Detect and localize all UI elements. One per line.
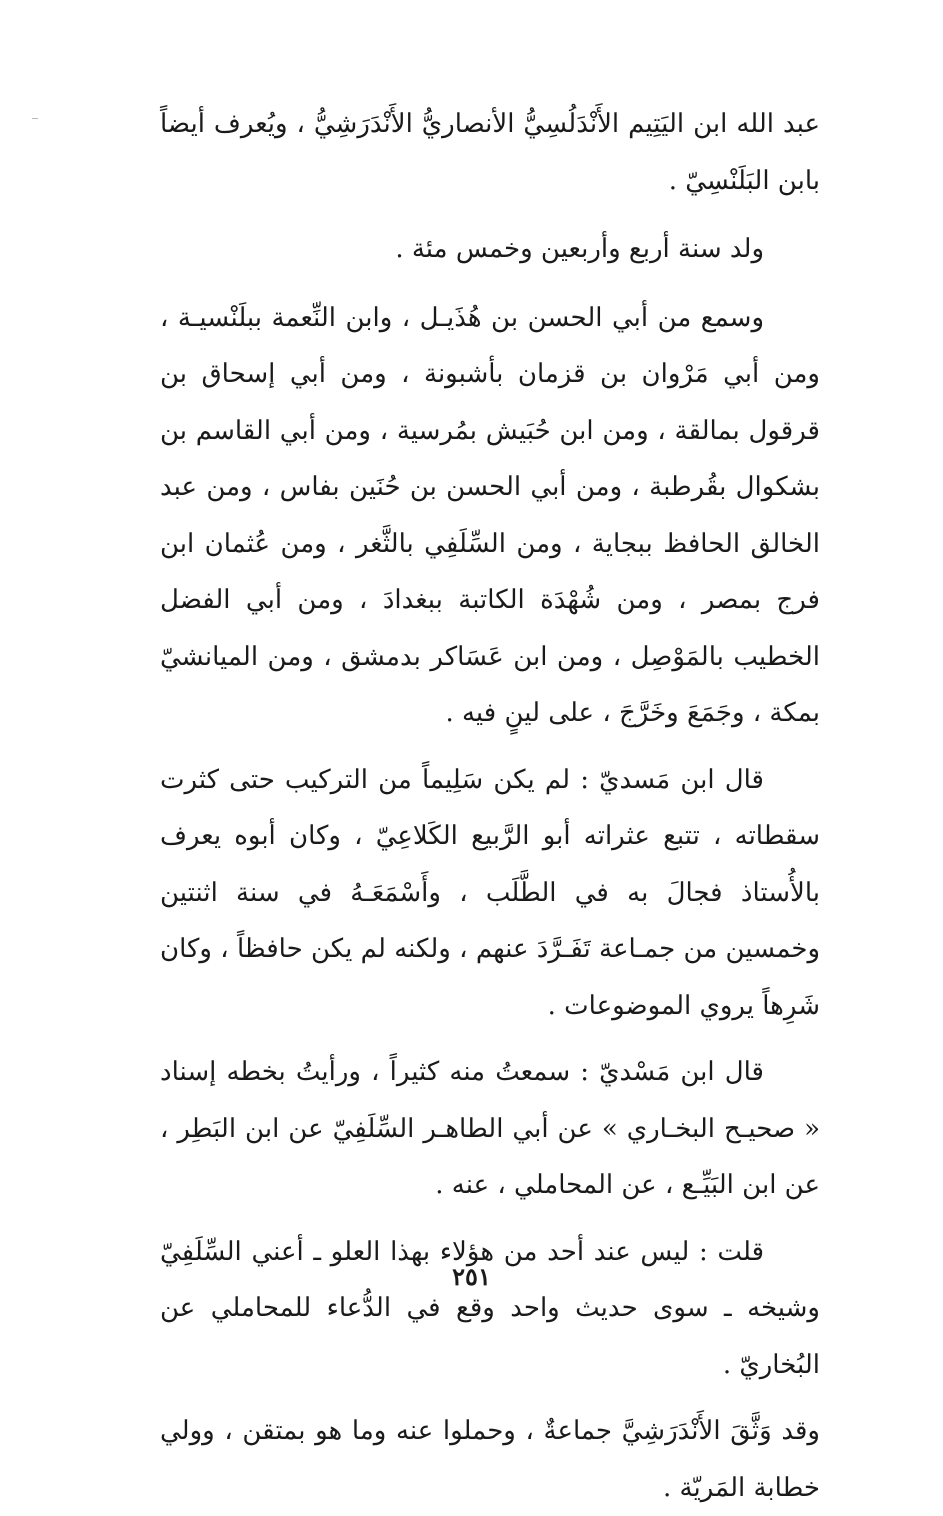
scan-speck	[32, 118, 38, 119]
paragraph-teachers: وسمع من أبي الحسن بن هُذَيـل ، وابن النِّعمة ببلَنْسيـة ، ومن أبي مَرْوان بن قزمان بأشبونة ، ومن أبي إسحاق بن قرقول بمالقة ، ومن ابن حُبَيش بمُرسية ، ومن أبي القاسم بن بشكوال بقُرطبة ، ومن أبي الحسن بن حُنَين بفاس ، ومن عبد الخالق الحافظ ببجاية ، ومن السِّلَفِي بالثَّغر ، ومن عُثمان ابن فرج بمصر ، ومن شُهْدَة الكاتبة ببغدادَ ، ومن أبي الفضل الخطيب بالمَوْصِل ، ومن ابن عَسَاكر بدمشق ، ومن الميانشيّ بمكة ، وجَمَعَ وخَرَّجَ ، على لينٍ فيه .	[160, 302, 820, 728]
paragraph-author-note: قلت : ليس عند أحد من هؤلاء بهذا العلو ـ أعني السِّلَفِيّ وشيخه ـ سوى حديث واحد وقع في الدُّعاء للمحاملي عن البُخاريّ .	[160, 1236, 820, 1380]
paragraph-ibn-masdi-sama: قال ابن مَسْديّ : سمعتُ منه كثيراً ، ورأيتُ بخطه إسناد « صحيـح البخـاري » عن أبي الطاهـر السِّلَفِيّ عن ابن البَطِر ، عن ابن البَيِّـع ، عن المحاملي ، عنه .	[160, 1057, 820, 1200]
paragraph-tawthiq: وقد وَثَّقَ الأَنْدَرَشِيَّ جماعةٌ ، وحملوا عنه وما هو بمتقن ، وولي خطابة المَريّة .	[160, 1416, 820, 1503]
paragraph-ibn-masdi-critique: قال ابن مَسديّ : لم يكن سَلِيماً من التركيب حتى كثرت سقطاته ، تتبع عثراته أبو الرَّبيع الكَلاعِيّ ، وكان أبوه يعرف بالأُستاذ فجالَ به في الطَّلَب ، وأَسْمَعَـهُ في سنة اثنتين وخمسين من جمـاعة تَفَـرَّدَ عنهم ، ولكنه لم يكن حافظاً ، وكان شَرِهاً يروي الموضوعات .	[160, 764, 820, 1021]
paragraph-name-continuation: عبد الله ابن اليَتِيم الأَنْدَلُسِيُّ الأنصاريُّ الأَنْدَرَشِيُّ ، ويُعرف أيضاً بابن البَلَنْسِيّ .	[160, 109, 820, 196]
page-number: ٢٥١	[452, 1262, 491, 1291]
paragraph-birth: ولد سنة أربع وأربعين وخمس مئة .	[395, 234, 764, 264]
document-body	[160, 96, 820, 1516]
